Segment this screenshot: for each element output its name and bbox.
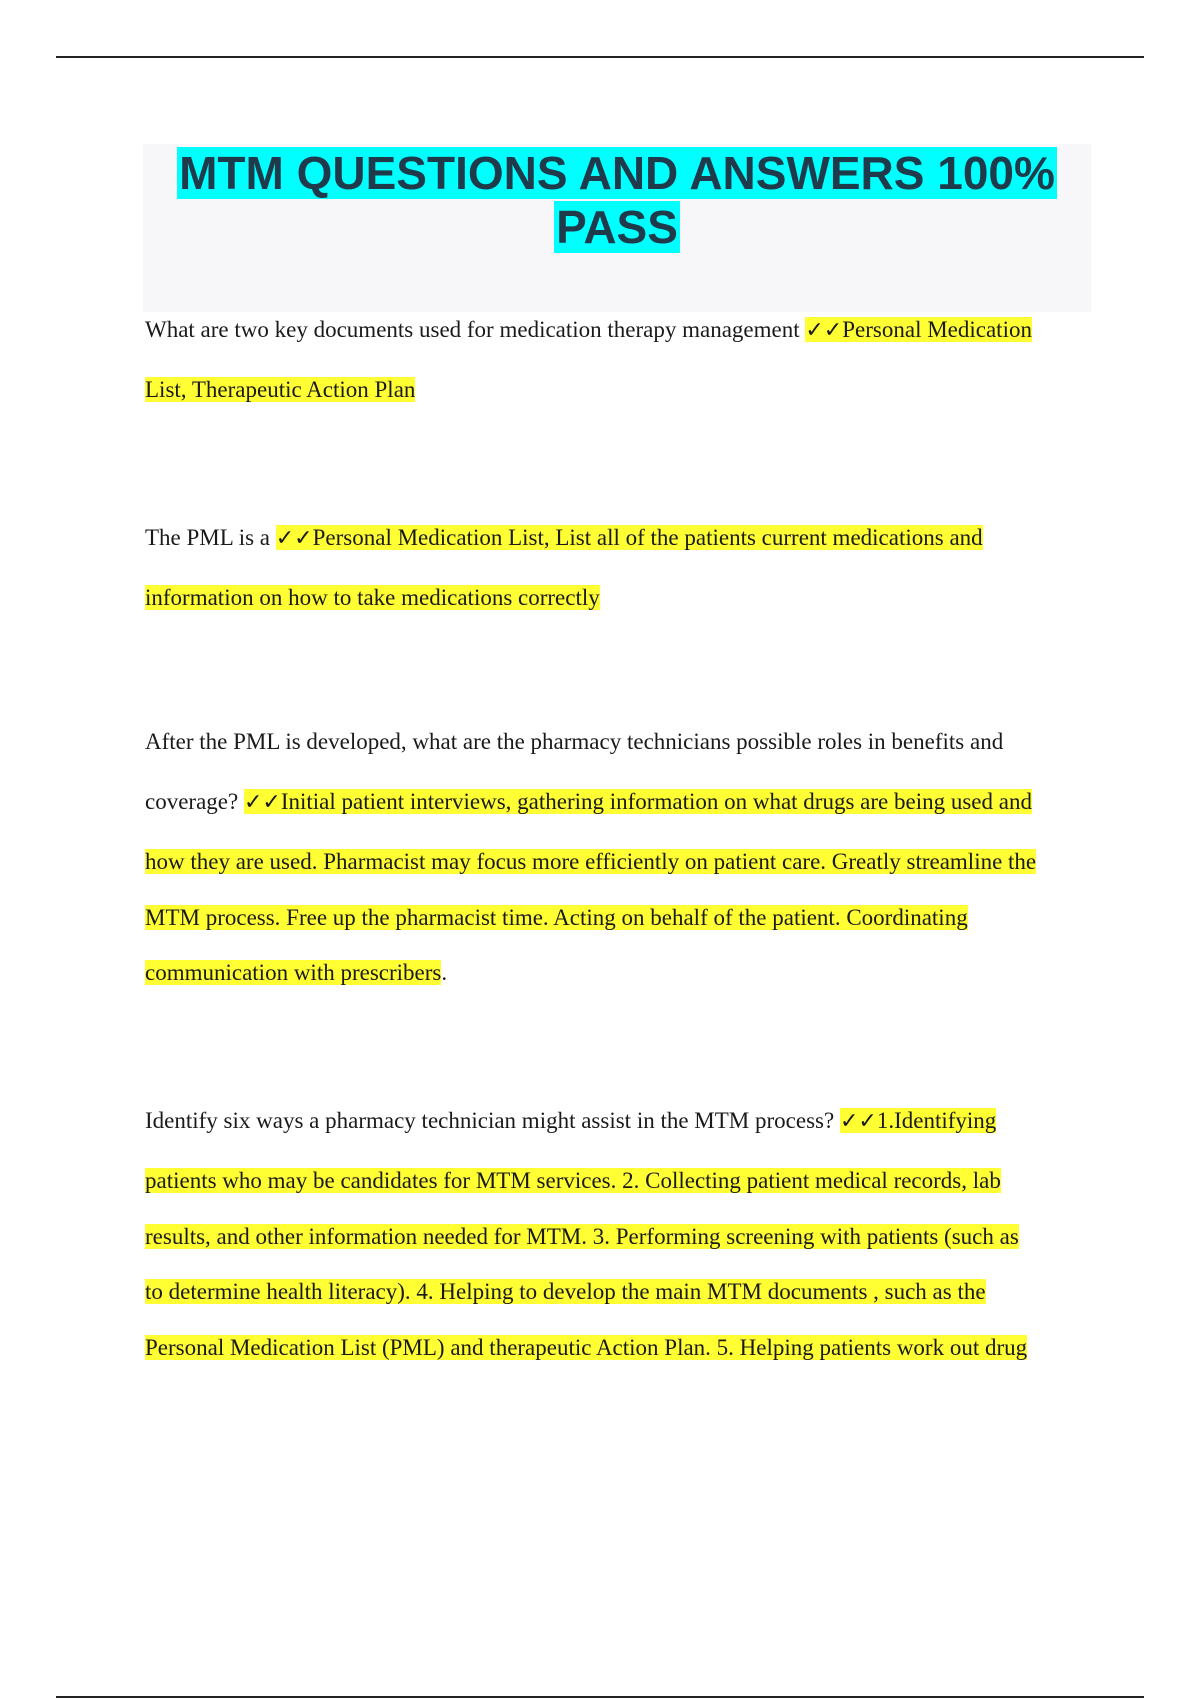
question-text: coverage?	[145, 789, 244, 814]
qa-4-line-3	[145, 1225, 1019, 1249]
answer-text: 1.Identifying	[876, 1108, 997, 1133]
title-line-2: PASS	[556, 201, 678, 253]
qa-3-line-1	[145, 730, 1003, 754]
title-block	[143, 144, 1091, 312]
qa-3-line-3	[145, 850, 1036, 874]
page-title	[143, 144, 1091, 254]
qa-4-line-5	[145, 1336, 1027, 1360]
qa-2-line-1	[145, 526, 983, 550]
qa-4-line-2	[145, 1169, 1001, 1193]
answer-highlight	[276, 525, 983, 550]
qa-4-line-4	[145, 1280, 986, 1304]
header-rule	[56, 56, 1144, 58]
answer-tail: .	[441, 960, 448, 985]
answer-highlight	[805, 317, 1032, 342]
answer-text: List, Therapeutic Action Plan	[145, 377, 416, 402]
answer-text: how they are used. Pharmacist may focus more efficiently on patient care. Greatly streamline the	[145, 849, 1037, 874]
title-line-1: MTM QUESTIONS AND ANSWERS 100%	[179, 147, 1055, 199]
answer-highlight	[244, 789, 1032, 814]
footer-rule	[56, 1696, 1144, 1698]
qa-2-line-2	[145, 586, 600, 610]
double-check-icon: ✓✓	[805, 318, 843, 343]
qa-1-line-1	[145, 318, 1032, 342]
answer-text: patients who may be candidates for MTM services. 2. Collecting patient medical records, lab	[145, 1168, 1001, 1193]
double-check-icon: ✓✓	[839, 1109, 877, 1134]
qa-1-line-2	[145, 378, 415, 402]
double-check-icon: ✓✓	[275, 526, 313, 551]
answer-highlight	[840, 1108, 996, 1133]
answer-text: to determine health literacy). 4. Helping to develop the main MTM documents , such as the	[145, 1279, 986, 1304]
question-text: What are two key documents used for medication therapy management	[145, 317, 806, 342]
answer-text: Initial patient interviews, gathering information on what drugs are being used and	[280, 789, 1032, 814]
question-text: The PML is a	[145, 525, 276, 550]
double-check-icon: ✓✓	[243, 790, 281, 815]
answer-text: Personal Medication	[842, 317, 1032, 342]
answer-text: Personal Medication List, List all of the patients current medications and	[312, 525, 983, 550]
qa-3-line-5	[145, 961, 447, 985]
answer-text: information on how to take medications correctly	[145, 585, 600, 610]
answer-text: communication with prescribers	[145, 960, 442, 985]
answer-text: Personal Medication List (PML) and therapeutic Action Plan. 5. Helping patients work out drug	[145, 1335, 1028, 1360]
question-text: Identify six ways a pharmacy technician might assist in the MTM process?	[145, 1108, 840, 1133]
qa-3-line-2	[145, 790, 1032, 814]
answer-text: results, and other information needed for MTM. 3. Performing screening with patients (such as	[145, 1224, 1019, 1249]
answer-text: MTM process. Free up the pharmacist time. Acting on behalf of the patient. Coordinating	[145, 905, 968, 930]
question-text: After the PML is developed, what are the pharmacy technicians possible roles in benefits and	[145, 729, 1004, 754]
qa-3-line-4	[145, 906, 968, 930]
qa-4-line-1	[145, 1109, 996, 1133]
